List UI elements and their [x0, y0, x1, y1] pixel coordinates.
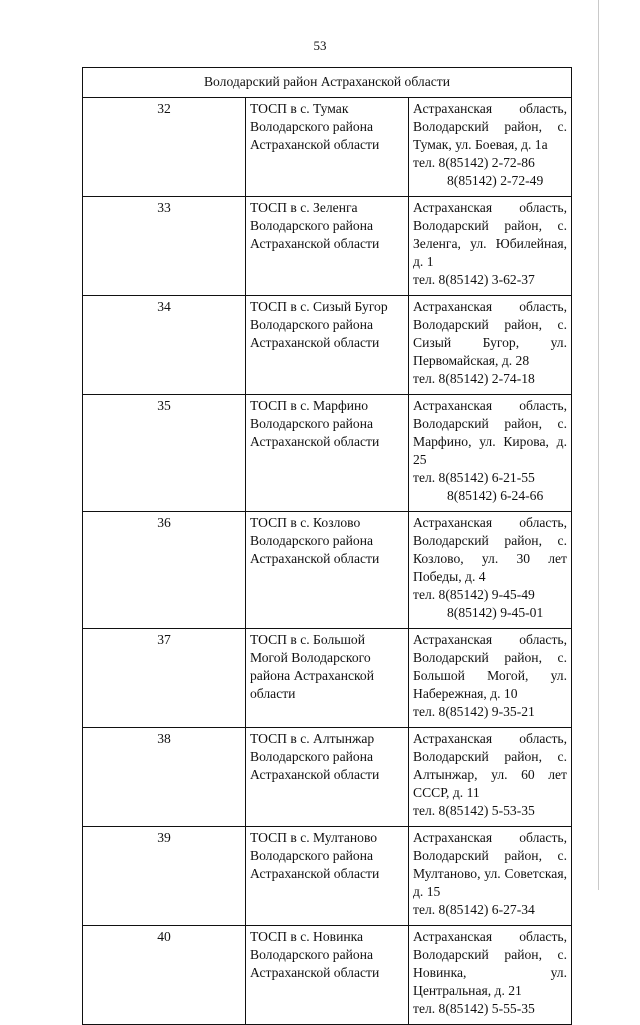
office-contacts — [409, 395, 572, 512]
office-name: ТОСП в с. Сизый Бугор Володарского района Астраханской области — [246, 296, 409, 395]
table-header: Володарский район Астраханской области — [83, 68, 572, 98]
scan-edge-line — [598, 0, 599, 890]
office-name: ТОСП в с. Козлово Володарского района Астраханской области — [246, 512, 409, 629]
office-address: Астраханская область, Володарский район, с. Тумак, ул. Боевая, д. 1а — [413, 101, 567, 152]
row-number: 33 — [83, 197, 246, 296]
office-address: Астраханская область, Володарский район, с. Алтынжар, ул. 60 лет СССР, д. 11 — [413, 731, 567, 800]
row-number: 34 — [83, 296, 246, 395]
office-contacts — [409, 629, 572, 728]
office-name: ТОСП в с. Мултаново Володарского района Астраханской области — [246, 827, 409, 926]
row-number: 35 — [83, 395, 246, 512]
office-contacts — [409, 827, 572, 926]
office-phone-2: 8(85142) 2-72-49 — [447, 173, 544, 188]
row-number: 32 — [83, 98, 246, 197]
office-table — [82, 67, 572, 1025]
office-address: Астраханская область, Володарский район, с. Мултаново, ул. Советская, д. 15 — [413, 830, 567, 899]
office-phone: тел. 8(85142) 9-45-49 — [413, 587, 535, 602]
office-name: ТОСП в с. Новинка Володарского района Астраханской области — [246, 926, 409, 1025]
office-contacts — [409, 926, 572, 1025]
office-phone: тел. 8(85142) 5-55-35 — [413, 1001, 535, 1016]
office-contacts — [409, 197, 572, 296]
table-row — [83, 512, 572, 629]
office-phone: тел. 8(85142) 5-53-35 — [413, 803, 535, 818]
office-phone: тел. 8(85142) 2-72-86 — [413, 155, 535, 170]
table-row — [83, 395, 572, 512]
office-contacts — [409, 512, 572, 629]
table-row — [83, 98, 572, 197]
office-phone: тел. 8(85142) 2-74-18 — [413, 371, 535, 386]
table-row — [83, 197, 572, 296]
office-name: ТОСП в с. Алтынжар Володарского района Астраханской области — [246, 728, 409, 827]
office-address: Астраханская область, Володарский район, с. Козлово, ул. 30 лет Победы, д. 4 — [413, 515, 567, 584]
office-address: Астраханская область, Володарский район, с. Новинка, ул. Центральная, д. 21 — [413, 929, 567, 998]
office-name: ТОСП в с. Тумак Володарского района Астраханской области — [246, 98, 409, 197]
office-name: ТОСП в с. Зеленга Володарского района Астраханской области — [246, 197, 409, 296]
office-phone-2: 8(85142) 9-45-01 — [447, 605, 544, 620]
office-address: Астраханская область, Володарский район, с. Зеленга, ул. Юбилейная, д. 1 — [413, 200, 567, 269]
page-number: 53 — [313, 38, 327, 53]
row-number: 40 — [83, 926, 246, 1025]
table-header-row — [83, 68, 572, 98]
office-phone: тел. 8(85142) 6-27-34 — [413, 902, 535, 917]
row-number: 36 — [83, 512, 246, 629]
office-address: Астраханская область, Володарский район, с. Сизый Бугор, ул. Первомайская, д. 28 — [413, 299, 567, 368]
office-phone: тел. 8(85142) 9-35-21 — [413, 704, 535, 719]
office-phone: тел. 8(85142) 6-21-55 — [413, 470, 535, 485]
row-number: 38 — [83, 728, 246, 827]
office-contacts — [409, 728, 572, 827]
table-row — [83, 827, 572, 926]
table-row — [83, 296, 572, 395]
table-row — [83, 629, 572, 728]
office-address: Астраханская область, Володарский район, с. Марфино, ул. Кирова, д. 25 — [413, 398, 567, 467]
row-number: 37 — [83, 629, 246, 728]
office-name: ТОСП в с. Марфино Володарского района Астраханской области — [246, 395, 409, 512]
row-number: 39 — [83, 827, 246, 926]
office-name: ТОСП в с. Большой Могой Володарского района Астраханской области — [246, 629, 409, 728]
office-contacts — [409, 98, 572, 197]
office-phone-2: 8(85142) 6-24-66 — [447, 488, 544, 503]
office-address: Астраханская область, Володарский район, с. Большой Могой, ул. Набережная, д. 10 — [413, 632, 567, 701]
office-contacts — [409, 296, 572, 395]
office-phone: тел. 8(85142) 3-62-37 — [413, 272, 535, 287]
table-row — [83, 926, 572, 1025]
table-row — [83, 728, 572, 827]
